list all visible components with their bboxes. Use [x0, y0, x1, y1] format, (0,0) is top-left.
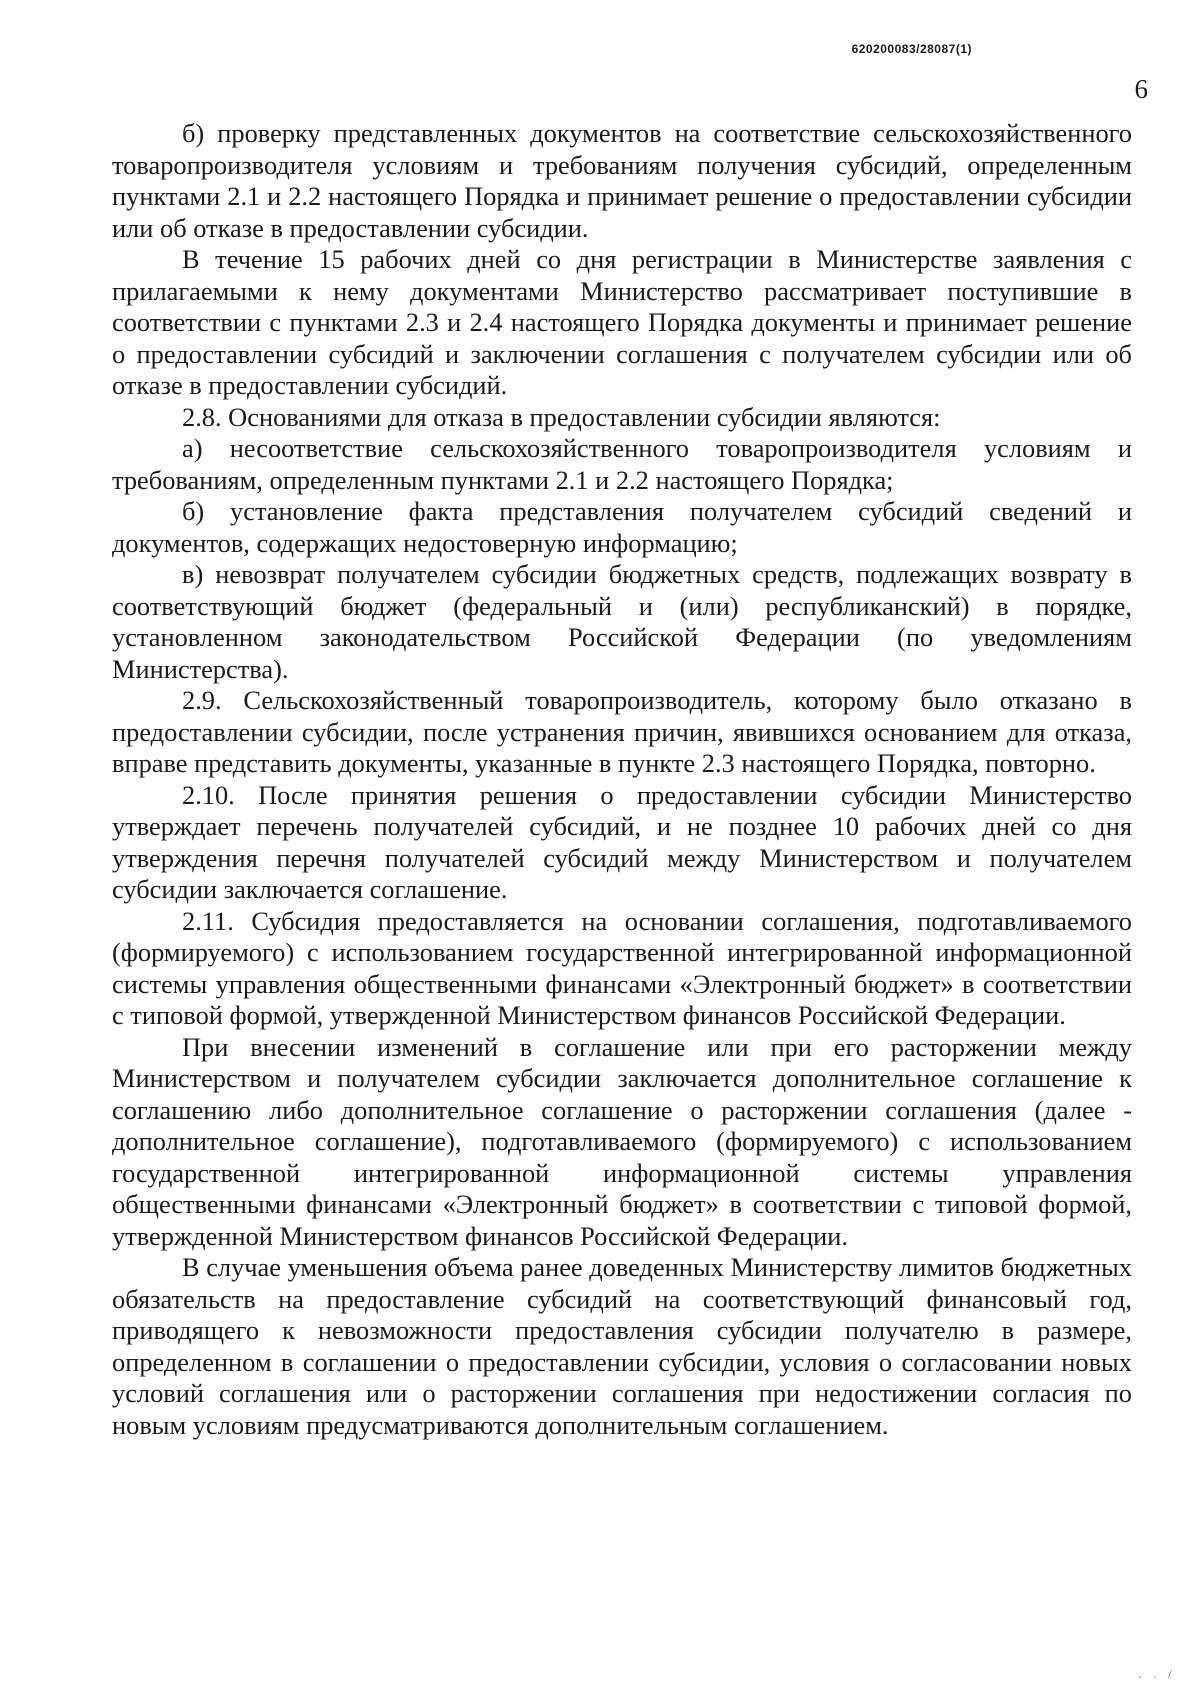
paragraph-limits-reduction: В случае уменьшения объема ранее доведенных Министерству лимитов бюджетных обязательств на предоставление субсидий на соответствующий финансовый год, приводящего к невозможности предоставления субсидии получателю в размере, определенном в соглашении о предоставлении субсидии, условия о согласовании новых условий соглашения или о расторжении соглашения при недостижении согласия по новым условиям предусматриваются дополнительным соглашением. — [112, 1252, 1132, 1440]
paragraph-2-9: 2.9. Сельскохозяйственный товаропроизводитель, которому было отказано в предоставлении субсидии, после устранения причин, явившихся основанием для отказа, вправе представить документы, указанные в пункте 2.3 настоящего Порядка, повторно. — [112, 685, 1132, 778]
paragraph-2-8-v: в) невозврат получателем субсидии бюджетных средств, подлежащих возврату в соответствующий бюджет (федеральный и (или) республиканский) в порядке, установленном законодательством Российской Федерации (по уведомлениям Министерства). — [112, 559, 1132, 684]
document-body — [112, 118, 1132, 1441]
paragraph-review-deadline: В течение 15 рабочих дней со дня регистрации в Министерстве заявления с прилагаемыми к нему документами Министерство рассматривает поступившие в соответствии с пунктами 2.3 и 2.4 настоящего Порядка документы и принимает решение о предоставлении субсидий и заключении соглашения с получателем субсидии или об отказе в предоставлении субсидий. — [112, 244, 1132, 400]
paragraph-2-8-a: а) несоответствие сельскохозяйственного товаропроизводителя условиям и требованиям, определенным пунктами 2.1 и 2.2 настоящего Порядка; — [112, 433, 1132, 495]
paragraph-2-8: 2.8. Основаниями для отказа в предоставлении субсидии являются: — [182, 401, 941, 432]
scan-corner-mark: . . / — [1138, 1667, 1176, 1682]
paragraph-2-10: 2.10. После принятия решения о предоставлении субсидии Министерство утверждает перечень получателей субсидий, и не позднее 10 рабочих дней со дня утверждения перечня получателей субсидий между Министерством и получателем субсидии заключается соглашение. — [112, 779, 1132, 904]
paragraph-2-8-b: б) установление факта представления получателем субсидий сведений и документов, содержащих недостоверную информацию; — [112, 496, 1132, 558]
document-id: 620200083/28087(1) — [851, 42, 972, 56]
paragraph-amendments: При внесении изменений в соглашение или при его расторжении между Министерством и получателем субсидии заключается дополнительное соглашение к соглашению либо дополнительное соглашение о расторжении соглашения (далее - дополнительное соглашение), подготавливаемого (формируемого) с использованием государственной интегрированной информационной системы управления общественными финансами «Электронный бюджет» в соответствии с типовой формой, утвержденной Министерством финансов Российской Федерации. — [112, 1031, 1132, 1251]
page-number: 6 — [1134, 74, 1148, 104]
paragraph-2-11: 2.11. Субсидия предоставляется на основании соглашения, подготавливаемого (формируемого) с использованием государственной интегрированной информационной системы управления общественными финансами «Электронный бюджет» в соответствии с типовой формой, утвержденной Министерством финансов Российской Федерации. — [112, 905, 1132, 1030]
paragraph-item-b-review: б) проверку представленных документов на соответствие сельскохозяйственного товаропроизводителя условиям и требованиям получения субсидий, определенным пунктами 2.1 и 2.2 настоящего Порядка и принимает решение о предоставлении субсидии или об отказе в предоставлении субсидии. — [112, 118, 1132, 243]
